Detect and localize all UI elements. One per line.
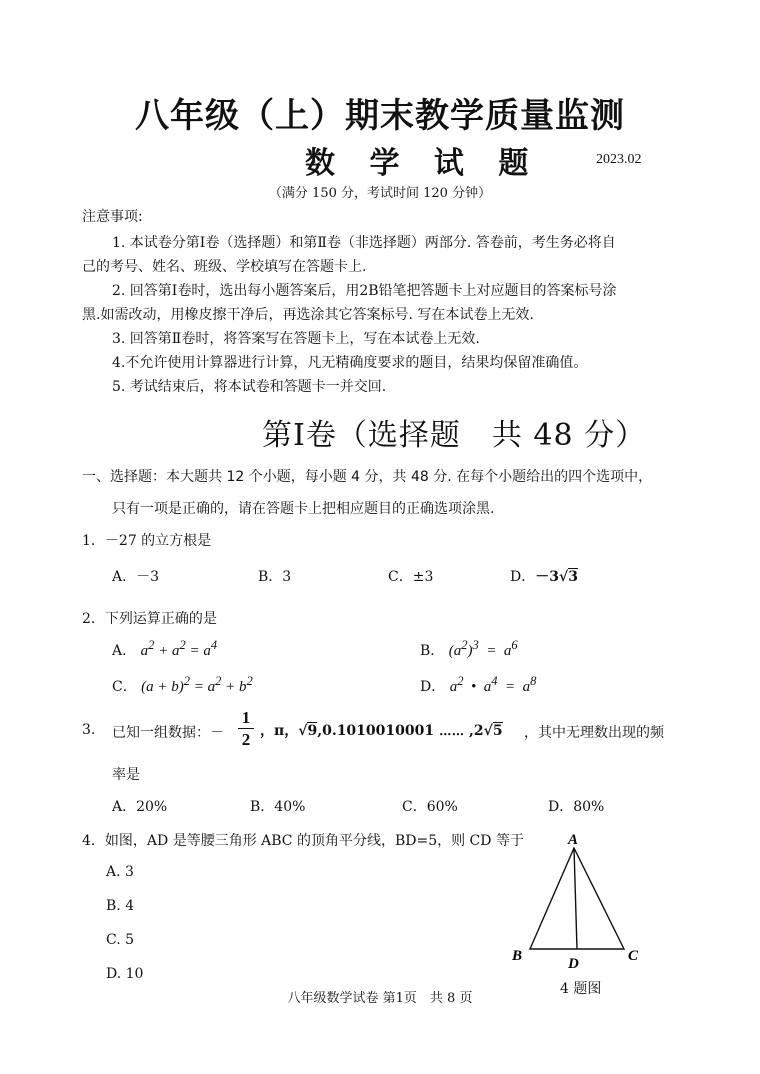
q3-option-b: B．40% <box>250 799 306 815</box>
page-footer: 八年级数学试卷 第1页 共 8 页 <box>287 991 473 1006</box>
notice-line-1a: 1. 本试卷分第Ⅰ卷（选择题）和第Ⅱ卷（非选择题）两部分. 答卷前，考生务必将自 <box>112 235 616 251</box>
q1-option-d-radicand: 3 <box>568 569 578 585</box>
q3-data-list <box>260 720 503 740</box>
notice-heading: 注意事项: <box>82 209 143 225</box>
vertex-c-label: C <box>628 948 639 964</box>
sqrt-icon: √ <box>298 723 308 739</box>
q1-option-d-label: D． <box>510 569 536 585</box>
q4-triangle-figure <box>500 826 660 976</box>
q4-option-a: A. 3 <box>106 864 134 880</box>
q3-stem-prefix: 已知一组数据：－ <box>112 725 224 741</box>
q4-option-d: D. 10 <box>106 966 144 982</box>
q1-option-c: C．±3 <box>388 569 434 585</box>
q3-stem-tail-2: 率是 <box>112 767 140 783</box>
q3-fraction-denominator: 2 <box>241 730 251 749</box>
q3-data-sqrt5: 5 <box>492 723 503 739</box>
bisector-ad <box>574 848 577 949</box>
q4-option-b: B. 4 <box>106 898 135 914</box>
q3-data-pi: ，π， <box>260 723 299 739</box>
q1-option-a: A．－3 <box>112 569 160 585</box>
q2-option-b <box>420 638 518 660</box>
q2-option-d-label: D． <box>420 679 446 695</box>
q1-option-d-coef: －3 <box>535 569 559 585</box>
q3-data-sqrt9: 9 <box>307 723 318 739</box>
notice-line-3: 3. 回答第Ⅱ卷时，将答案写在答题卡上，写在本试卷上无效. <box>112 331 480 347</box>
exam-info: （满分 150 分，考试时间 120 分钟） <box>268 186 492 201</box>
q3-number: 3. <box>82 722 96 738</box>
q3-data-decimal: ,0.1010010001 ⋯⋯ ,2 <box>317 723 484 739</box>
q1-option-d <box>510 566 578 586</box>
q4-option-c: C. 5 <box>106 932 135 948</box>
exam-title: 八年级（上）期末教学质量监测 <box>135 96 625 136</box>
q2-option-b-expr: $(a^2)^3 = a^6$ <box>448 638 518 659</box>
notice-line-5: 5. 考试结束后，将本试卷和答题卡一并交回. <box>112 379 387 395</box>
q2-option-a-label: A． <box>112 643 137 659</box>
q4-stem: 4．如图，AD 是等腰三角形 ABC 的顶角平分线，BD=5，则 CD 等于 <box>82 833 524 849</box>
q3-fraction-numerator: 1 <box>238 708 254 729</box>
subject-title: 数 学 试 题 <box>305 146 541 181</box>
vertex-b-label: B <box>512 948 523 964</box>
point-d-label: D <box>568 956 579 972</box>
q2-option-d <box>420 674 536 696</box>
q4-figure-caption: 4 题图 <box>560 981 602 997</box>
sqrt-icon: √ <box>558 569 569 585</box>
q2-option-a <box>112 638 217 660</box>
q2-stem: 2．下列运算正确的是 <box>82 611 217 627</box>
q2-option-c-expr: $(a + b)^2 = a^2 + b^2$ <box>141 674 253 695</box>
q1-option-b: B．3 <box>258 569 292 585</box>
notice-line-4: 4.不允许使用计算器进行计算，凡无精确度要求的题目，结果均保留准确值。 <box>112 355 588 371</box>
q3-stem-tail: ，其中无理数出现的频 <box>524 725 664 741</box>
q2-option-b-label: B． <box>420 643 445 659</box>
q3-option-c: C．60% <box>402 799 458 815</box>
q2-option-d-expr: $a^2$ • $a^4 = a^8$ <box>449 674 537 695</box>
sqrt-icon: √ <box>483 723 493 739</box>
notice-line-1b: 己的考号、姓名、班级、学校填写在答题卡上. <box>82 259 367 275</box>
q2-option-c <box>112 674 253 696</box>
q3-option-a: A．20% <box>112 799 168 815</box>
q2-option-c-label: C． <box>112 679 137 695</box>
q3-fraction <box>238 708 254 751</box>
exam-date: 2023.02 <box>596 152 642 167</box>
q1-stem: 1．－27 的立方根是 <box>82 533 212 549</box>
section-title: 第Ⅰ卷（选择题 共 48 分） <box>262 418 647 453</box>
vertex-a-label: A <box>568 832 579 848</box>
q2-option-a-expr: $a^2 + a^2 = a^4$ <box>140 638 218 659</box>
section-instruction-2: 只有一项是正确的，请在答题卡上把相应题目的正确选项涂黑. <box>112 501 495 517</box>
notice-line-2b: 黑.如需改动，用橡皮擦干净后，再选涂其它答案标号. 写在本试卷上无效. <box>82 307 534 323</box>
notice-line-2a: 2. 回答第Ⅰ卷时，选出每小题答案后，用2B铅笔把答题卡上对应题目的答案标号涂 <box>112 283 617 299</box>
section-instruction-1: 一、选择题：本大题共 12 个小题，每小题 4 分，共 48 分. 在每个小题给出的四个选项中， <box>82 469 653 485</box>
q3-option-d: D．80% <box>548 799 605 815</box>
